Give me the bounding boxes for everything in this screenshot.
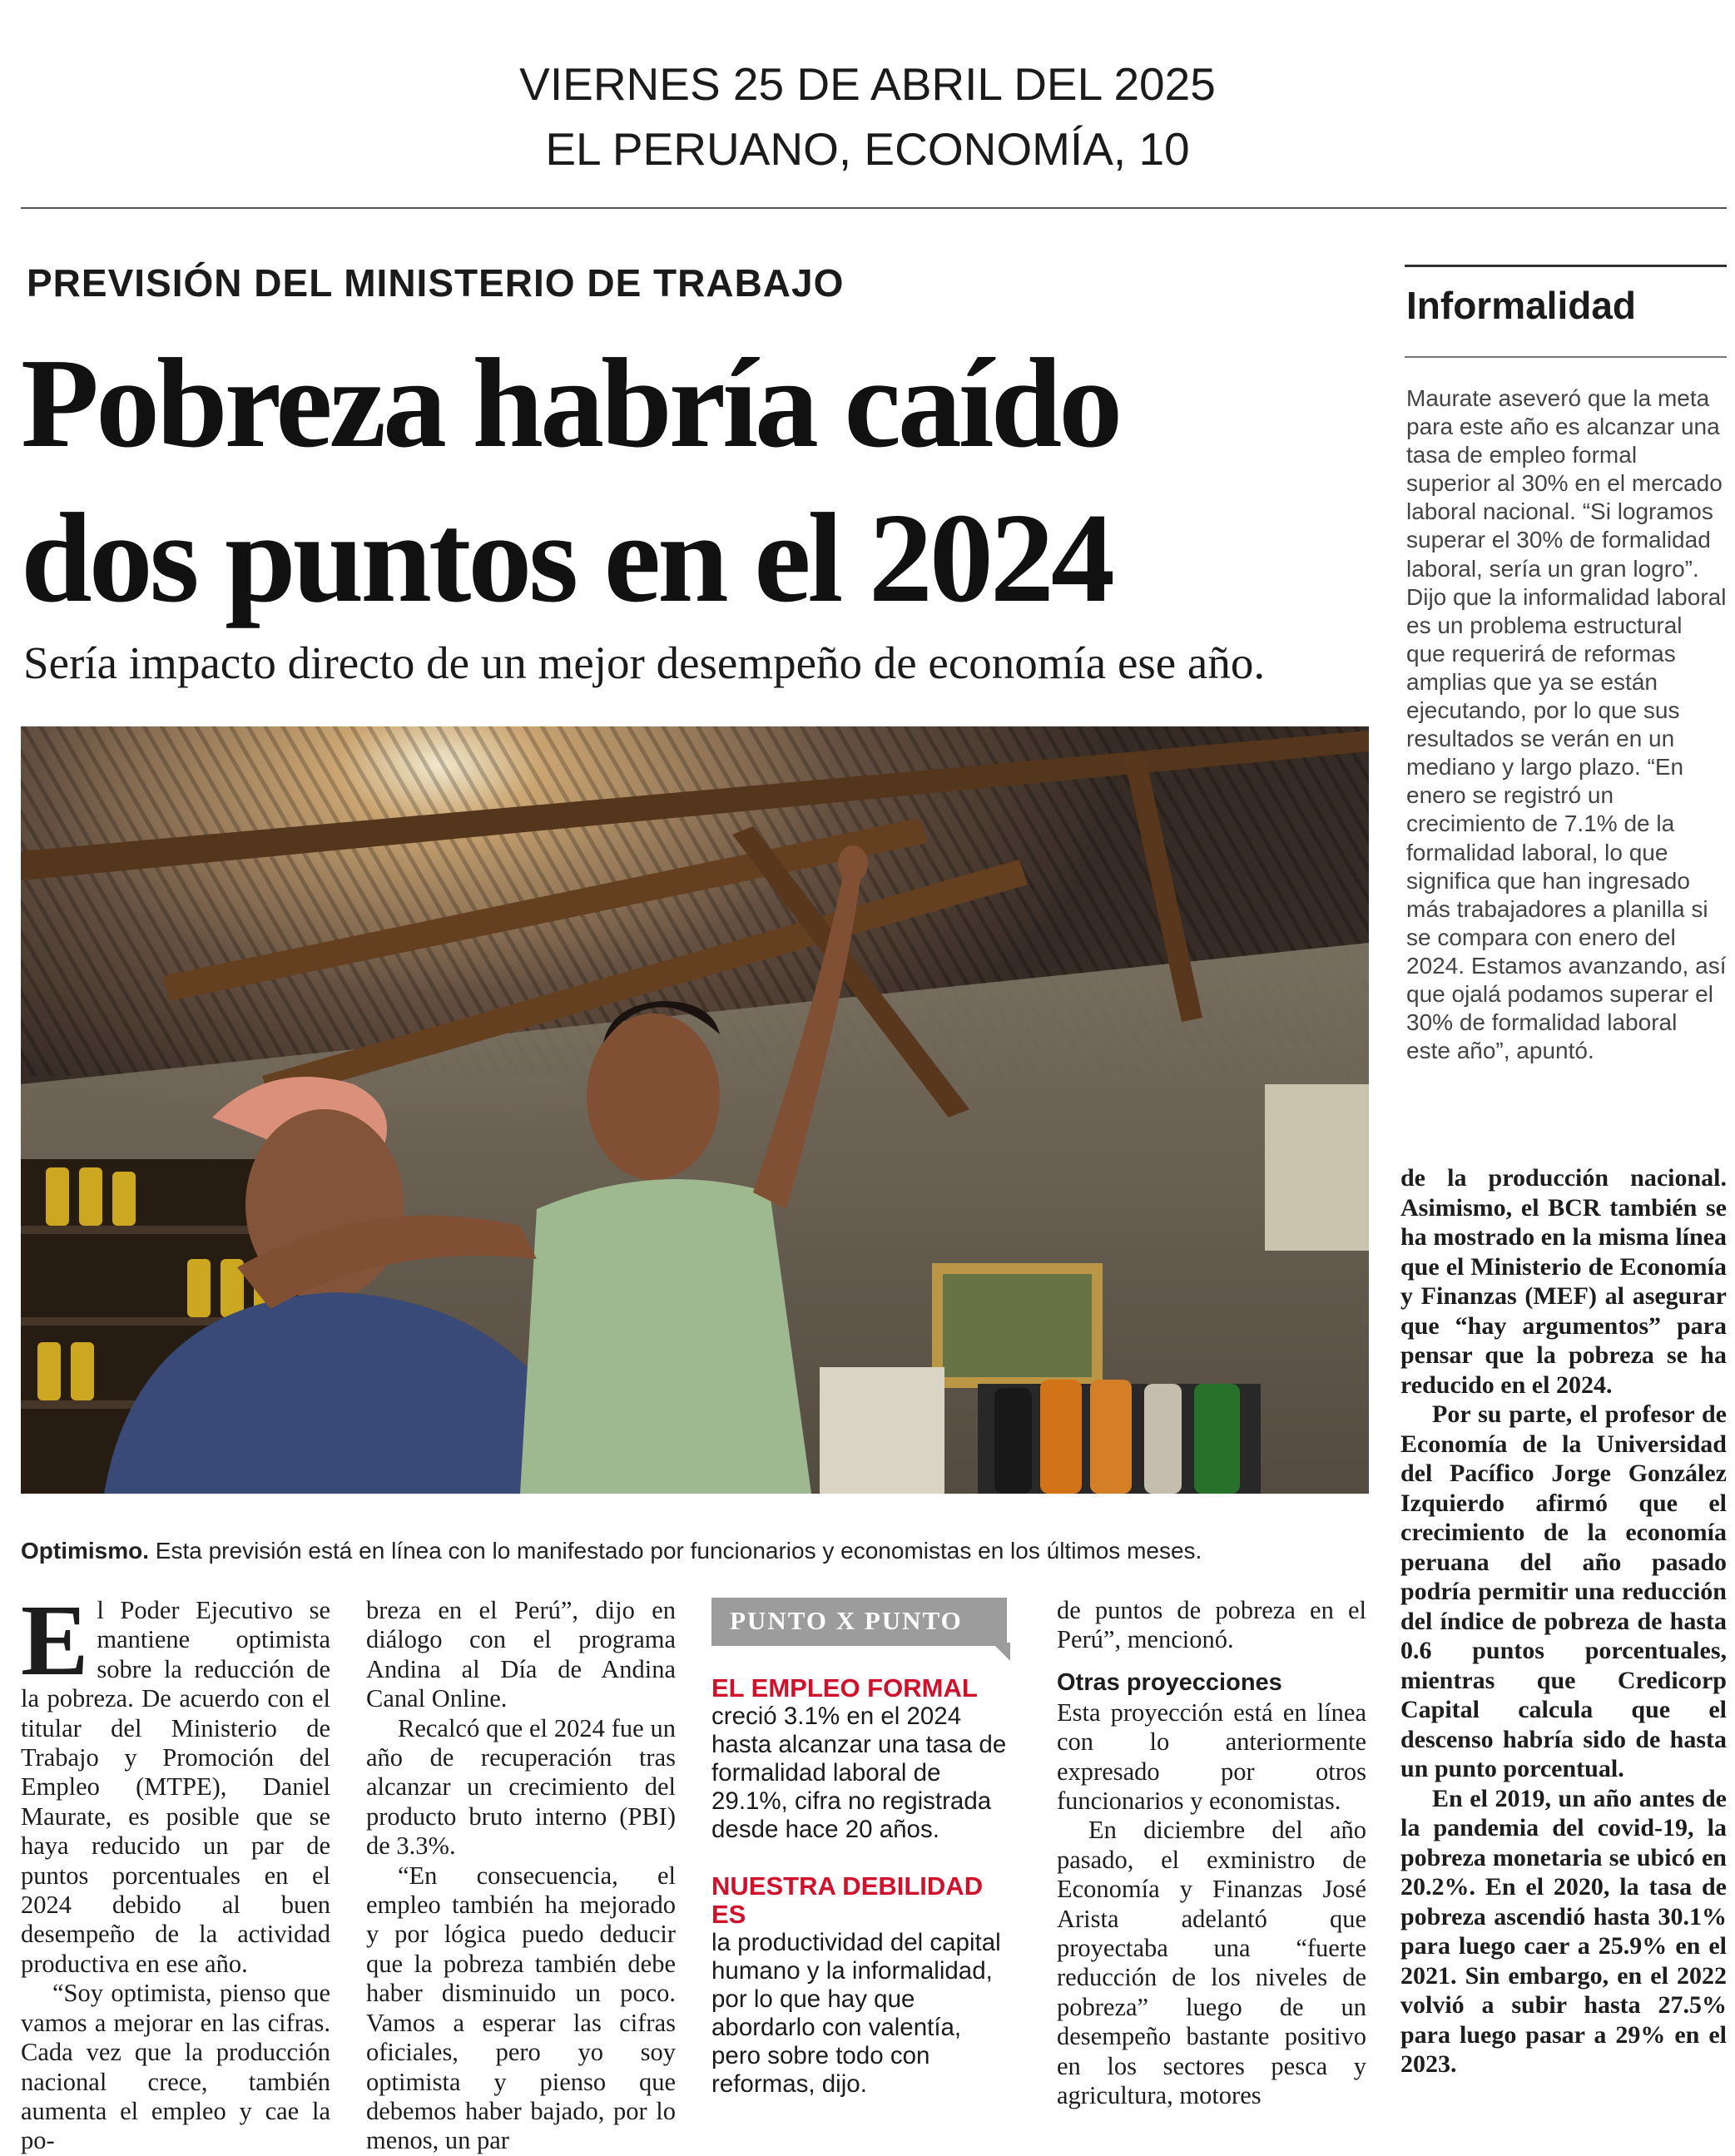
- article-headline: [21, 326, 1394, 636]
- col1-text-1: l Poder Ejecutivo se mantiene optimista sobre la reducción de la pobreza. De acuerdo con el titular del Ministerio de Trabajo y Promoción del Empleo (MTPE), Daniel Maurate, es posible que se haya reducido un par de puntos porcentuales en el 2024 debido al buen desempeño de la actividad productiva en ese año.: [21, 1596, 330, 1978]
- column-5: [1400, 1163, 1727, 2079]
- headline-line-1: Pobreza habría caído: [21, 333, 1120, 474]
- col4-paragraph-2: Esta proyección está en línea con lo anteriormente expresado por otros funcionarios y economistas.: [1057, 1698, 1366, 1816]
- col4-subheading: Otras proyecciones: [1057, 1668, 1282, 1696]
- headline-line-2: dos puntos en el 2024: [21, 488, 1112, 629]
- issue-date: VIERNES 25 DE ABRIL DEL 2025: [519, 58, 1216, 110]
- sidebar-title: Informalidad: [1406, 284, 1637, 327]
- punto-x-punto-title: PUNTO X PUNTO: [711, 1598, 1007, 1646]
- photo-illustration: [21, 726, 1369, 1494]
- sidebar-title-rule: [1405, 356, 1727, 358]
- section-page: EL PERUANO, ECONOMÍA, 10: [545, 123, 1190, 175]
- sidebar-top-rule: [1405, 265, 1727, 267]
- pxp-heading-2: NUESTRA DEBILIDAD ES: [711, 1871, 984, 1929]
- col1-paragraph-2: “Soy optimista, pienso que vamos a mejorar en las cifras. Cada vez que la producción nacional crece, también aumenta el empleo y cae la po-: [21, 1979, 330, 2155]
- col2-paragraph-2: Recalcó que el 2024 fue un año de recuperación tras alcanzar un crecimiento del producto bruto interno (PBI) de 3.3%.: [366, 1713, 676, 1861]
- col5-paragraph-1: de la producción nacional. Asimismo, el BCR también se ha mostrado en la misma línea que el Ministerio de Economía y Finanzas (MEF) al asegurar que “hay argumentos” para pensar que la pobreza se ha reducido en el 2024.: [1400, 1164, 1727, 1399]
- column-1: [21, 1584, 330, 2156]
- col5-paragraph-2: Por su parte, el profesor de Economía de la Universidad del Pacífico Jorge González Izquierdo afirmó que el crecimiento de la economía peruana del año pasado podría permitir una reducción del índice de pobreza de hasta 0.6 puntos porcentuales, mientras que Credicorp Capital calcula que el descenso habría sido de hasta un punto porcentual.: [1400, 1400, 1727, 1782]
- sidebar-paragraph-2: Dijo que la informalidad laboral es un problema estructural que requerirá de reformas amplias que ya se están ejecutando, por lo que sus resultados se verán en un mediano y largo plazo. “En enero se registró un crecimiento de 7.1% de la formalidad laboral, lo que significa que han ingresado más trabajadores a planilla si se compara con enero del 2024. Estamos avanzando, así que ojalá podamos superar el 30% de formalidad laboral este año”, apuntó.: [1406, 583, 1727, 1064]
- dateline: [0, 52, 1735, 181]
- column-4: [1057, 1596, 1366, 2111]
- col2-paragraph-3: “En consecuencia, el empleo también ha mejorado y por lógica puedo deducir que la pobreza también debe haber disminuido un poco. Vamos a esperar las cifras oficiales, pero yo soy optimista y pienso que debemos haber bajado, por lo menos, un par: [366, 1861, 676, 2155]
- col2-paragraph-1: breza en el Perú”, dijo en diálogo con el programa Andina al Día de Andina Canal Online.: [366, 1596, 676, 1713]
- sidebar-paragraph-1: Maurate aseveró que la meta para este año es alcanzar una tasa de empleo formal superior al 30% en el mercado laboral nacional. “Si logramos superar el 30% de formalidad laboral, sería un gran logro”.: [1406, 385, 1723, 582]
- col4-paragraph-3: En diciembre del año pasado, el exministro de Economía y Finanzas José Arista adelantó que proyectaba una “fuerte reducción de los niveles de pobreza” luego de un desempeño bastante positivo en los sectores pesca y agricultura, motores: [1057, 1816, 1366, 2110]
- col4-paragraph-1: de puntos de pobreza en el Perú”, mencionó.: [1057, 1596, 1366, 1654]
- caption-text: Esta previsión está en línea con lo manifestado por funcionarios y economistas en los últimos meses.: [149, 1538, 1202, 1564]
- caption-label: Optimismo.: [21, 1538, 150, 1564]
- punto-x-punto-box: [711, 1596, 1015, 2099]
- col5-paragraph-3: En el 2019, un año antes de la pandemia del covid-19, la pobreza monetaria se ubicó en 20.2%. En el 2020, la tasa de pobreza ascendió hasta 30.1% para luego caer a 25.9% en el 2021. Sin embargo, en el 2022 volvió a subir hasta 27.5% para luego pasar a 29% en el 2023.: [1400, 1784, 1727, 2078]
- article-photo: [21, 726, 1369, 1494]
- pxp-body-2: la productividad del capital humano y la informalidad, por lo que hay que abordarlo con valentía, pero sobre todo con reformas, dijo.: [711, 1929, 1001, 2098]
- article-subhead: Sería impacto directo de un mejor desempeño de economía ese año.: [23, 637, 1266, 688]
- pxp-body-1: creció 3.1% en el 2024 hasta alcanzar una tasa de formalidad laboral de 29.1%, cifra no registrada desde hace 20 años.: [711, 1702, 1007, 1843]
- sidebar-body: [1406, 384, 1727, 1065]
- column-2: [366, 1596, 676, 2156]
- article-kicker: PREVISIÓN DEL MINISTERIO DE TRABAJO: [27, 261, 845, 305]
- pxp-heading-1: EL EMPLEO FORMAL: [711, 1673, 978, 1702]
- col1-paragraph-1: [21, 1584, 330, 1979]
- header-rule: [21, 207, 1727, 209]
- drop-cap: E: [21, 1584, 89, 1697]
- photo-caption: [21, 1538, 1202, 1564]
